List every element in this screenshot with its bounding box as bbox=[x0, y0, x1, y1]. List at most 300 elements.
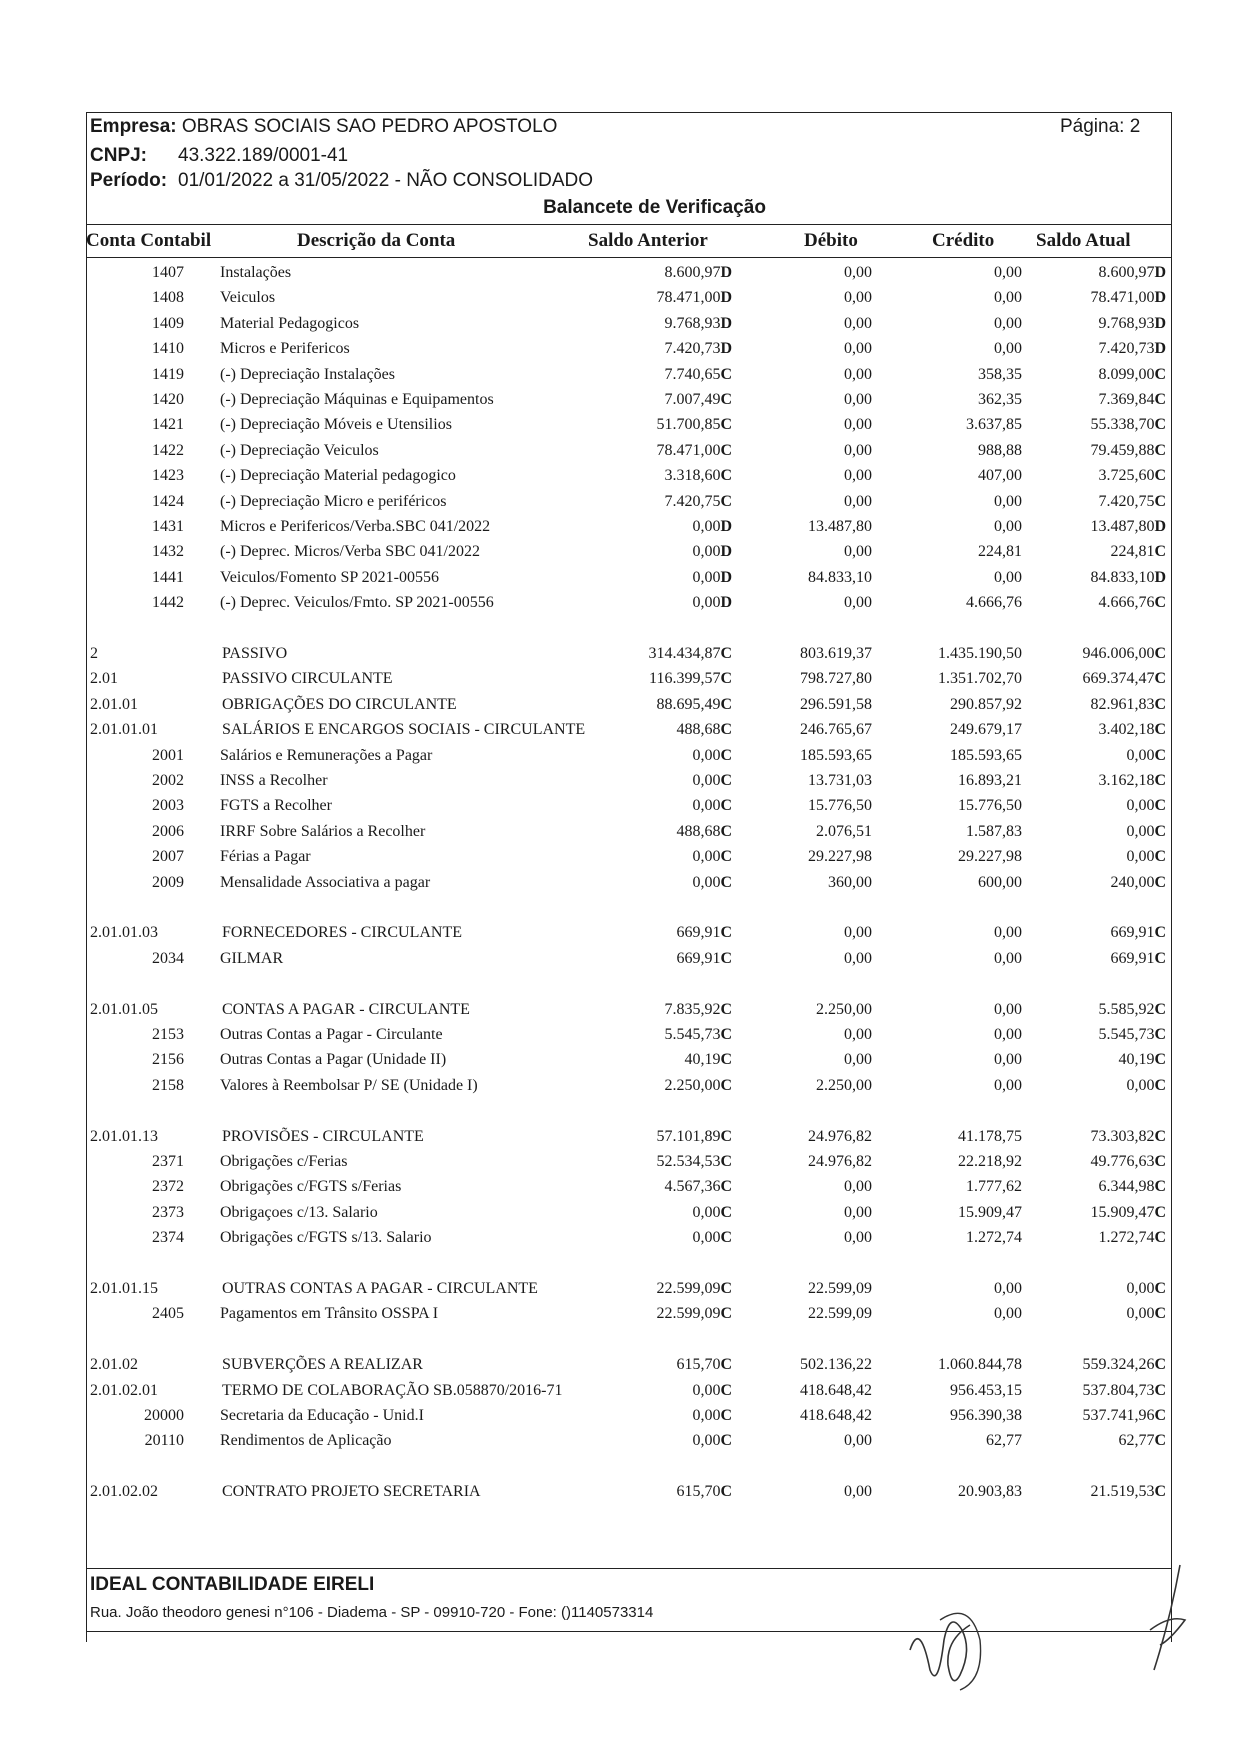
credito-value: 20.903,83 bbox=[958, 1483, 1022, 1501]
debito-value: 24.976,82 bbox=[808, 1127, 872, 1145]
debito bbox=[742, 413, 872, 437]
credito bbox=[892, 744, 1022, 768]
saldo-anterior-value: 40,19 bbox=[684, 1051, 721, 1069]
group-row bbox=[86, 1353, 1172, 1377]
table-row bbox=[86, 566, 1172, 590]
debito-value: 803.619,37 bbox=[800, 645, 872, 662]
debito bbox=[742, 744, 872, 768]
saldo-atual-value: 0,00 bbox=[1126, 1280, 1155, 1297]
debito bbox=[742, 845, 872, 869]
debito-value: 2.250,00 bbox=[816, 1076, 872, 1094]
credito-value: 0,00 bbox=[994, 1076, 1022, 1094]
account-description: TERMO DE COLABORAÇÃO SB.058870/2016-71 bbox=[222, 1381, 563, 1399]
saldo-anterior-value: 51.700,85 bbox=[656, 416, 721, 434]
group-row bbox=[86, 1125, 1172, 1149]
saldo-anterior-value: 4.567,36 bbox=[664, 1178, 721, 1196]
page-number-line bbox=[1060, 116, 1140, 138]
saldo-anterior-flag: C bbox=[720, 1127, 732, 1145]
debito-value: 0,00 bbox=[844, 441, 872, 459]
table-row bbox=[86, 744, 1172, 768]
credito-value: 0,00 bbox=[994, 1051, 1022, 1069]
saldo-anterior-value: 7.007,49 bbox=[664, 391, 721, 408]
saldo-atual-flag: C bbox=[1154, 1153, 1166, 1170]
account-description: INSS a Recolher bbox=[220, 772, 328, 789]
saldo-anterior-value: 2.250,00 bbox=[664, 1076, 721, 1094]
saldo-atual bbox=[1026, 744, 1166, 768]
saldo-atual bbox=[1026, 1125, 1166, 1149]
saldo-atual-value: 5.585,92 bbox=[1098, 1000, 1155, 1018]
saldo-atual-flag: C bbox=[1154, 924, 1166, 942]
credito bbox=[892, 1353, 1022, 1377]
account-description: Secretaria da Educação - Unid.I bbox=[220, 1407, 424, 1424]
account-description: Veiculos/Fomento SP 2021-00556 bbox=[220, 568, 439, 586]
saldo-anterior-flag: C bbox=[720, 492, 732, 510]
debito bbox=[742, 1404, 872, 1428]
saldo-anterior-value: 0,00 bbox=[692, 518, 721, 535]
credito-value: 15.909,47 bbox=[958, 1203, 1022, 1221]
cnpj-value: 43.322.189/0001-41 bbox=[178, 145, 349, 166]
account-code: 1422 bbox=[152, 441, 184, 459]
credito bbox=[892, 1480, 1022, 1504]
saldo-atual-value: 49.776,63 bbox=[1090, 1153, 1155, 1170]
saldo-atual-flag: C bbox=[1154, 492, 1166, 510]
saldo-atual bbox=[1026, 439, 1166, 463]
saldo-atual bbox=[1026, 769, 1166, 793]
account-description: Férias a Pagar bbox=[220, 848, 311, 866]
account-code: 2405 bbox=[152, 1305, 184, 1323]
saldo-atual-value: 224,81 bbox=[1110, 543, 1155, 561]
saldo-atual-flag: C bbox=[1154, 391, 1166, 408]
table-row bbox=[86, 1404, 1172, 1428]
account-description: Micros e Perifericos bbox=[220, 340, 350, 358]
saldo-anterior-value: 0,00 bbox=[692, 1407, 721, 1424]
account-code: 2.01.01.13 bbox=[90, 1127, 158, 1145]
page-label: Página: bbox=[1060, 116, 1125, 137]
credito bbox=[892, 388, 1022, 412]
credito bbox=[892, 642, 1022, 666]
saldo-atual-flag: C bbox=[1154, 1127, 1166, 1145]
saldo-anterior-value: 615,70 bbox=[676, 1483, 721, 1501]
credito-value: 362,35 bbox=[978, 391, 1022, 408]
saldo-anterior bbox=[592, 642, 732, 666]
credito bbox=[892, 1429, 1022, 1453]
saldo-anterior bbox=[592, 1404, 732, 1428]
saldo-atual-flag: C bbox=[1154, 645, 1166, 662]
account-description: (-) Depreciação Veiculos bbox=[220, 441, 379, 459]
debito bbox=[742, 1226, 872, 1250]
table-row bbox=[86, 794, 1172, 818]
saldo-anterior bbox=[592, 1048, 732, 1072]
credito-value: 0,00 bbox=[994, 1026, 1022, 1043]
saldo-atual bbox=[1026, 642, 1166, 666]
table-row bbox=[86, 515, 1172, 539]
saldo-anterior-flag: C bbox=[720, 772, 732, 789]
debito-value: 15.776,50 bbox=[808, 797, 872, 815]
saldo-anterior bbox=[592, 1429, 732, 1453]
saldo-atual-flag: C bbox=[1154, 746, 1166, 764]
debito-value: 0,00 bbox=[844, 314, 872, 332]
saldo-anterior-flag: C bbox=[720, 645, 732, 662]
saldo-atual bbox=[1026, 261, 1166, 285]
account-code: 2003 bbox=[152, 797, 184, 815]
saldo-anterior bbox=[592, 566, 732, 590]
account-code: 2153 bbox=[152, 1026, 184, 1043]
saldo-atual-flag: C bbox=[1154, 873, 1166, 891]
table-row bbox=[86, 947, 1172, 971]
account-description: PASSIVO CIRCULANTE bbox=[222, 670, 393, 688]
saldo-anterior bbox=[592, 1150, 732, 1174]
saldo-atual-value: 240,00 bbox=[1110, 873, 1155, 891]
account-code: 1441 bbox=[152, 568, 184, 586]
saldo-anterior-flag: C bbox=[720, 924, 732, 942]
saldo-atual bbox=[1026, 591, 1166, 615]
saldo-anterior-value: 0,00 bbox=[692, 873, 721, 891]
account-description: FGTS a Recolher bbox=[220, 797, 332, 815]
account-code: 1420 bbox=[152, 391, 184, 408]
debito bbox=[742, 566, 872, 590]
saldo-atual bbox=[1026, 1175, 1166, 1199]
blank-row bbox=[86, 1328, 1172, 1352]
saldo-anterior bbox=[592, 363, 732, 387]
table-row bbox=[86, 1175, 1172, 1199]
saldo-atual-value: 55.338,70 bbox=[1090, 416, 1155, 434]
saldo-anterior-flag: C bbox=[720, 365, 732, 383]
saldo-anterior-value: 0,00 bbox=[692, 568, 721, 586]
saldo-anterior-flag: C bbox=[720, 1076, 732, 1094]
debito-value: 0,00 bbox=[844, 391, 872, 408]
debito-value: 13.731,03 bbox=[808, 772, 872, 789]
table-row bbox=[86, 1201, 1172, 1225]
debito-value: 22.599,09 bbox=[808, 1280, 872, 1297]
saldo-anterior-value: 7.420,73 bbox=[664, 340, 721, 358]
account-description: Rendimentos de Aplicação bbox=[220, 1432, 392, 1450]
table-row bbox=[86, 286, 1172, 310]
table-row bbox=[86, 1429, 1172, 1453]
saldo-atual bbox=[1026, 490, 1166, 514]
saldo-anterior-value: 0,00 bbox=[692, 772, 721, 789]
credito-value: 1.351.702,70 bbox=[938, 670, 1022, 688]
saldo-atual-value: 3.162,18 bbox=[1098, 772, 1155, 789]
saldo-anterior-flag: C bbox=[720, 695, 732, 713]
debito bbox=[742, 286, 872, 310]
saldo-atual-value: 40,19 bbox=[1118, 1051, 1155, 1069]
saldo-atual bbox=[1026, 286, 1166, 310]
saldo-atual-flag: C bbox=[1154, 1280, 1166, 1297]
credito-value: 358,35 bbox=[978, 365, 1022, 383]
col-debito: Débito bbox=[804, 230, 858, 251]
account-description: Obrigações c/Ferias bbox=[220, 1153, 348, 1170]
credito bbox=[892, 693, 1022, 717]
debito-value: 185.593,65 bbox=[800, 746, 872, 764]
saldo-atual-flag: C bbox=[1154, 543, 1166, 561]
saldo-atual bbox=[1026, 871, 1166, 895]
saldo-anterior-value: 5.545,73 bbox=[664, 1026, 721, 1043]
account-code: 1419 bbox=[152, 365, 184, 383]
account-code: 2158 bbox=[152, 1076, 184, 1094]
credito bbox=[892, 1125, 1022, 1149]
saldo-atual-value: 0,00 bbox=[1126, 1076, 1155, 1094]
saldo-anterior-value: 0,00 bbox=[692, 1432, 721, 1450]
credito-value: 1.587,83 bbox=[966, 822, 1022, 840]
saldo-atual-value: 0,00 bbox=[1126, 797, 1155, 815]
saldo-atual-value: 537.804,73 bbox=[1082, 1381, 1155, 1399]
saldo-atual-value: 78.471,00 bbox=[1090, 289, 1155, 307]
saldo-anterior bbox=[592, 286, 732, 310]
saldo-anterior bbox=[592, 820, 732, 844]
debito-value: 246.765,67 bbox=[800, 721, 872, 739]
debito-value: 0,00 bbox=[844, 594, 872, 612]
table-row bbox=[86, 337, 1172, 361]
account-description: Instalações bbox=[220, 264, 292, 281]
saldo-anterior-value: 9.768,93 bbox=[664, 314, 721, 332]
saldo-atual-value: 21.519,53 bbox=[1090, 1483, 1155, 1501]
debito-value: 0,00 bbox=[844, 543, 872, 561]
group-row bbox=[86, 1480, 1172, 1504]
saldo-atual-value: 8.600,97 bbox=[1098, 264, 1155, 281]
period-label: Período: bbox=[90, 170, 168, 191]
saldo-anterior-flag: C bbox=[720, 1229, 732, 1247]
period-value: 01/01/2022 a 31/05/2022 - NÃO CONSOLIDADO bbox=[178, 170, 594, 191]
debito-value: 418.648,42 bbox=[800, 1407, 872, 1424]
saldo-anterior-flag: C bbox=[720, 1203, 732, 1221]
account-description: (-) Deprec. Micros/Verba SBC 041/2022 bbox=[220, 543, 480, 561]
saldo-atual bbox=[1026, 388, 1166, 412]
saldo-atual-flag: C bbox=[1154, 467, 1166, 485]
signature-initials bbox=[900, 1580, 1010, 1700]
saldo-anterior-flag: D bbox=[720, 594, 732, 612]
account-code: 2374 bbox=[152, 1229, 184, 1247]
saldo-anterior-value: 116.399,57 bbox=[649, 670, 721, 688]
debito bbox=[742, 1201, 872, 1225]
table-row bbox=[86, 388, 1172, 412]
saldo-anterior-value: 669,91 bbox=[676, 949, 721, 967]
table-row bbox=[86, 769, 1172, 793]
debito-value: 360,00 bbox=[828, 873, 872, 891]
saldo-anterior-flag: C bbox=[720, 1178, 732, 1196]
saldo-anterior bbox=[592, 718, 732, 742]
debito bbox=[742, 1379, 872, 1403]
table-row bbox=[86, 540, 1172, 564]
credito bbox=[892, 413, 1022, 437]
credito-value: 600,00 bbox=[978, 873, 1022, 891]
credito-value: 16.893,21 bbox=[958, 772, 1022, 789]
credito-value: 41.178,75 bbox=[958, 1127, 1022, 1145]
debito bbox=[742, 1353, 872, 1377]
blank-row bbox=[86, 1252, 1172, 1276]
saldo-atual-flag: C bbox=[1154, 772, 1166, 789]
debito bbox=[742, 820, 872, 844]
saldo-anterior bbox=[592, 693, 732, 717]
account-description: SUBVERÇÕES A REALIZAR bbox=[222, 1356, 423, 1374]
credito bbox=[892, 439, 1022, 463]
saldo-atual-value: 0,00 bbox=[1126, 848, 1155, 866]
saldo-atual bbox=[1026, 1150, 1166, 1174]
saldo-anterior-value: 3.318,60 bbox=[664, 467, 721, 485]
saldo-atual-value: 946.006,00 bbox=[1082, 645, 1155, 662]
account-code: 1409 bbox=[152, 314, 184, 332]
col-saldo-anterior: Saldo Anterior bbox=[588, 230, 708, 251]
debito-value: 0,00 bbox=[844, 1483, 872, 1501]
table-row bbox=[86, 1023, 1172, 1047]
page-number: 2 bbox=[1129, 116, 1141, 137]
saldo-atual bbox=[1026, 820, 1166, 844]
table-row bbox=[86, 490, 1172, 514]
col-saldo-atual: Saldo Atual bbox=[1036, 230, 1131, 251]
saldo-anterior-value: 22.599,09 bbox=[656, 1280, 721, 1297]
table-row bbox=[86, 845, 1172, 869]
saldo-atual-flag: D bbox=[1154, 314, 1166, 332]
saldo-atual bbox=[1026, 464, 1166, 488]
table-row bbox=[86, 1048, 1172, 1072]
saldo-atual-flag: C bbox=[1154, 721, 1166, 739]
saldo-anterior-value: 8.600,97 bbox=[664, 264, 721, 281]
saldo-atual-flag: C bbox=[1154, 1178, 1166, 1196]
debito bbox=[742, 947, 872, 971]
saldo-atual-flag: C bbox=[1154, 1305, 1166, 1323]
account-description: Material Pedagogicos bbox=[220, 314, 360, 332]
saldo-atual bbox=[1026, 1302, 1166, 1326]
table-row bbox=[86, 871, 1172, 895]
table-row bbox=[86, 1150, 1172, 1174]
saldo-anterior bbox=[592, 667, 732, 691]
debito-value: 502.136,22 bbox=[800, 1356, 872, 1374]
footer-divider bbox=[86, 1568, 1172, 1569]
saldo-anterior-value: 52.534,53 bbox=[656, 1153, 721, 1170]
saldo-atual bbox=[1026, 1379, 1166, 1403]
credito bbox=[892, 1379, 1022, 1403]
saldo-atual bbox=[1026, 1023, 1166, 1047]
saldo-anterior-value: 22.599,09 bbox=[656, 1305, 721, 1323]
saldo-anterior bbox=[592, 1175, 732, 1199]
credito bbox=[892, 464, 1022, 488]
saldo-anterior-value: 0,00 bbox=[692, 1229, 721, 1247]
saldo-anterior-flag: C bbox=[720, 1026, 732, 1043]
table-row bbox=[86, 1074, 1172, 1098]
group-row bbox=[86, 1277, 1172, 1301]
saldo-atual-value: 537.741,96 bbox=[1082, 1407, 1155, 1424]
debito bbox=[742, 540, 872, 564]
saldo-anterior-flag: D bbox=[720, 289, 732, 307]
column-header-divider bbox=[86, 257, 1172, 258]
saldo-anterior-flag: C bbox=[720, 1483, 732, 1501]
credito bbox=[892, 261, 1022, 285]
account-code: 2372 bbox=[152, 1178, 184, 1196]
saldo-atual bbox=[1026, 667, 1166, 691]
debito-value: 13.487,80 bbox=[808, 518, 872, 535]
debito-value: 0,00 bbox=[844, 416, 872, 434]
credito bbox=[892, 1150, 1022, 1174]
credito bbox=[892, 794, 1022, 818]
saldo-anterior-flag: C bbox=[720, 1356, 732, 1374]
group-row bbox=[86, 1379, 1172, 1403]
credito bbox=[892, 566, 1022, 590]
saldo-atual-flag: D bbox=[1154, 568, 1166, 586]
saldo-anterior bbox=[592, 490, 732, 514]
debito-value: 0,00 bbox=[844, 289, 872, 307]
blank-row bbox=[86, 617, 1172, 641]
saldo-atual-flag: C bbox=[1154, 1483, 1166, 1501]
credito bbox=[892, 820, 1022, 844]
saldo-atual-value: 6.344,98 bbox=[1098, 1178, 1155, 1196]
saldo-anterior-value: 488,68 bbox=[676, 822, 721, 840]
saldo-atual-flag: D bbox=[1154, 518, 1166, 535]
debito bbox=[742, 718, 872, 742]
debito bbox=[742, 363, 872, 387]
credito bbox=[892, 1277, 1022, 1301]
debito-value: 0,00 bbox=[844, 1178, 872, 1196]
saldo-anterior-value: 78.471,00 bbox=[656, 289, 721, 307]
saldo-anterior-flag: C bbox=[720, 1305, 732, 1323]
saldo-anterior-flag: C bbox=[720, 1000, 732, 1018]
account-description: (-) Depreciação Micro e periféricos bbox=[220, 492, 447, 510]
credito bbox=[892, 1226, 1022, 1250]
group-row bbox=[86, 642, 1172, 666]
account-description: (-) Deprec. Veiculos/Fmto. SP 2021-00556 bbox=[220, 594, 494, 612]
credito-value: 0,00 bbox=[994, 949, 1022, 967]
debito bbox=[742, 1429, 872, 1453]
group-row bbox=[86, 998, 1172, 1022]
debito-value: 29.227,98 bbox=[808, 848, 872, 866]
debito bbox=[742, 921, 872, 945]
debito bbox=[742, 1480, 872, 1504]
account-description: Obrigaçoes c/13. Salario bbox=[220, 1203, 378, 1221]
saldo-atual-value: 0,00 bbox=[1126, 746, 1155, 764]
saldo-anterior-flag: D bbox=[720, 518, 732, 535]
saldo-anterior bbox=[592, 337, 732, 361]
table-row bbox=[86, 439, 1172, 463]
table-row bbox=[86, 413, 1172, 437]
saldo-atual-flag: C bbox=[1154, 365, 1166, 383]
account-description: Mensalidade Associativa a pagar bbox=[220, 873, 431, 891]
credito-value: 224,81 bbox=[978, 543, 1022, 561]
saldo-anterior bbox=[592, 947, 732, 971]
saldo-atual-value: 3.725,60 bbox=[1098, 467, 1155, 485]
credito bbox=[892, 718, 1022, 742]
col-descricao: Descrição da Conta bbox=[297, 230, 456, 251]
account-description: (-) Depreciação Material pedagogico bbox=[220, 467, 456, 485]
credito bbox=[892, 1048, 1022, 1072]
credito bbox=[892, 1074, 1022, 1098]
table-row bbox=[86, 820, 1172, 844]
debito bbox=[742, 1277, 872, 1301]
credito-value: 956.453,15 bbox=[950, 1381, 1022, 1399]
credito-value: 3.637,85 bbox=[966, 416, 1022, 434]
saldo-atual-flag: C bbox=[1154, 416, 1166, 434]
blank-row bbox=[86, 972, 1172, 996]
account-description: IRRF Sobre Salários a Recolher bbox=[220, 822, 426, 840]
saldo-anterior-flag: C bbox=[720, 416, 732, 434]
account-description: Obrigações c/FGTS s/13. Salario bbox=[220, 1229, 432, 1247]
saldo-anterior-flag: C bbox=[720, 391, 732, 408]
saldo-anterior bbox=[592, 1480, 732, 1504]
account-code: 2.01.01.03 bbox=[90, 924, 158, 942]
saldo-anterior bbox=[592, 413, 732, 437]
account-code: 1423 bbox=[152, 467, 184, 485]
signature-mark bbox=[1140, 1560, 1200, 1680]
credito-value: 62,77 bbox=[986, 1432, 1022, 1450]
saldo-atual-value: 84.833,10 bbox=[1090, 568, 1155, 586]
col-credito: Crédito bbox=[932, 230, 995, 251]
saldo-atual bbox=[1026, 947, 1166, 971]
saldo-anterior bbox=[592, 845, 732, 869]
table-row bbox=[86, 312, 1172, 336]
credito-value: 407,00 bbox=[978, 467, 1022, 485]
saldo-atual-flag: C bbox=[1154, 1407, 1166, 1424]
credito bbox=[892, 312, 1022, 336]
account-code: 2.01.02 bbox=[90, 1356, 138, 1374]
saldo-atual-value: 0,00 bbox=[1126, 1305, 1155, 1323]
blank-row bbox=[86, 1099, 1172, 1123]
